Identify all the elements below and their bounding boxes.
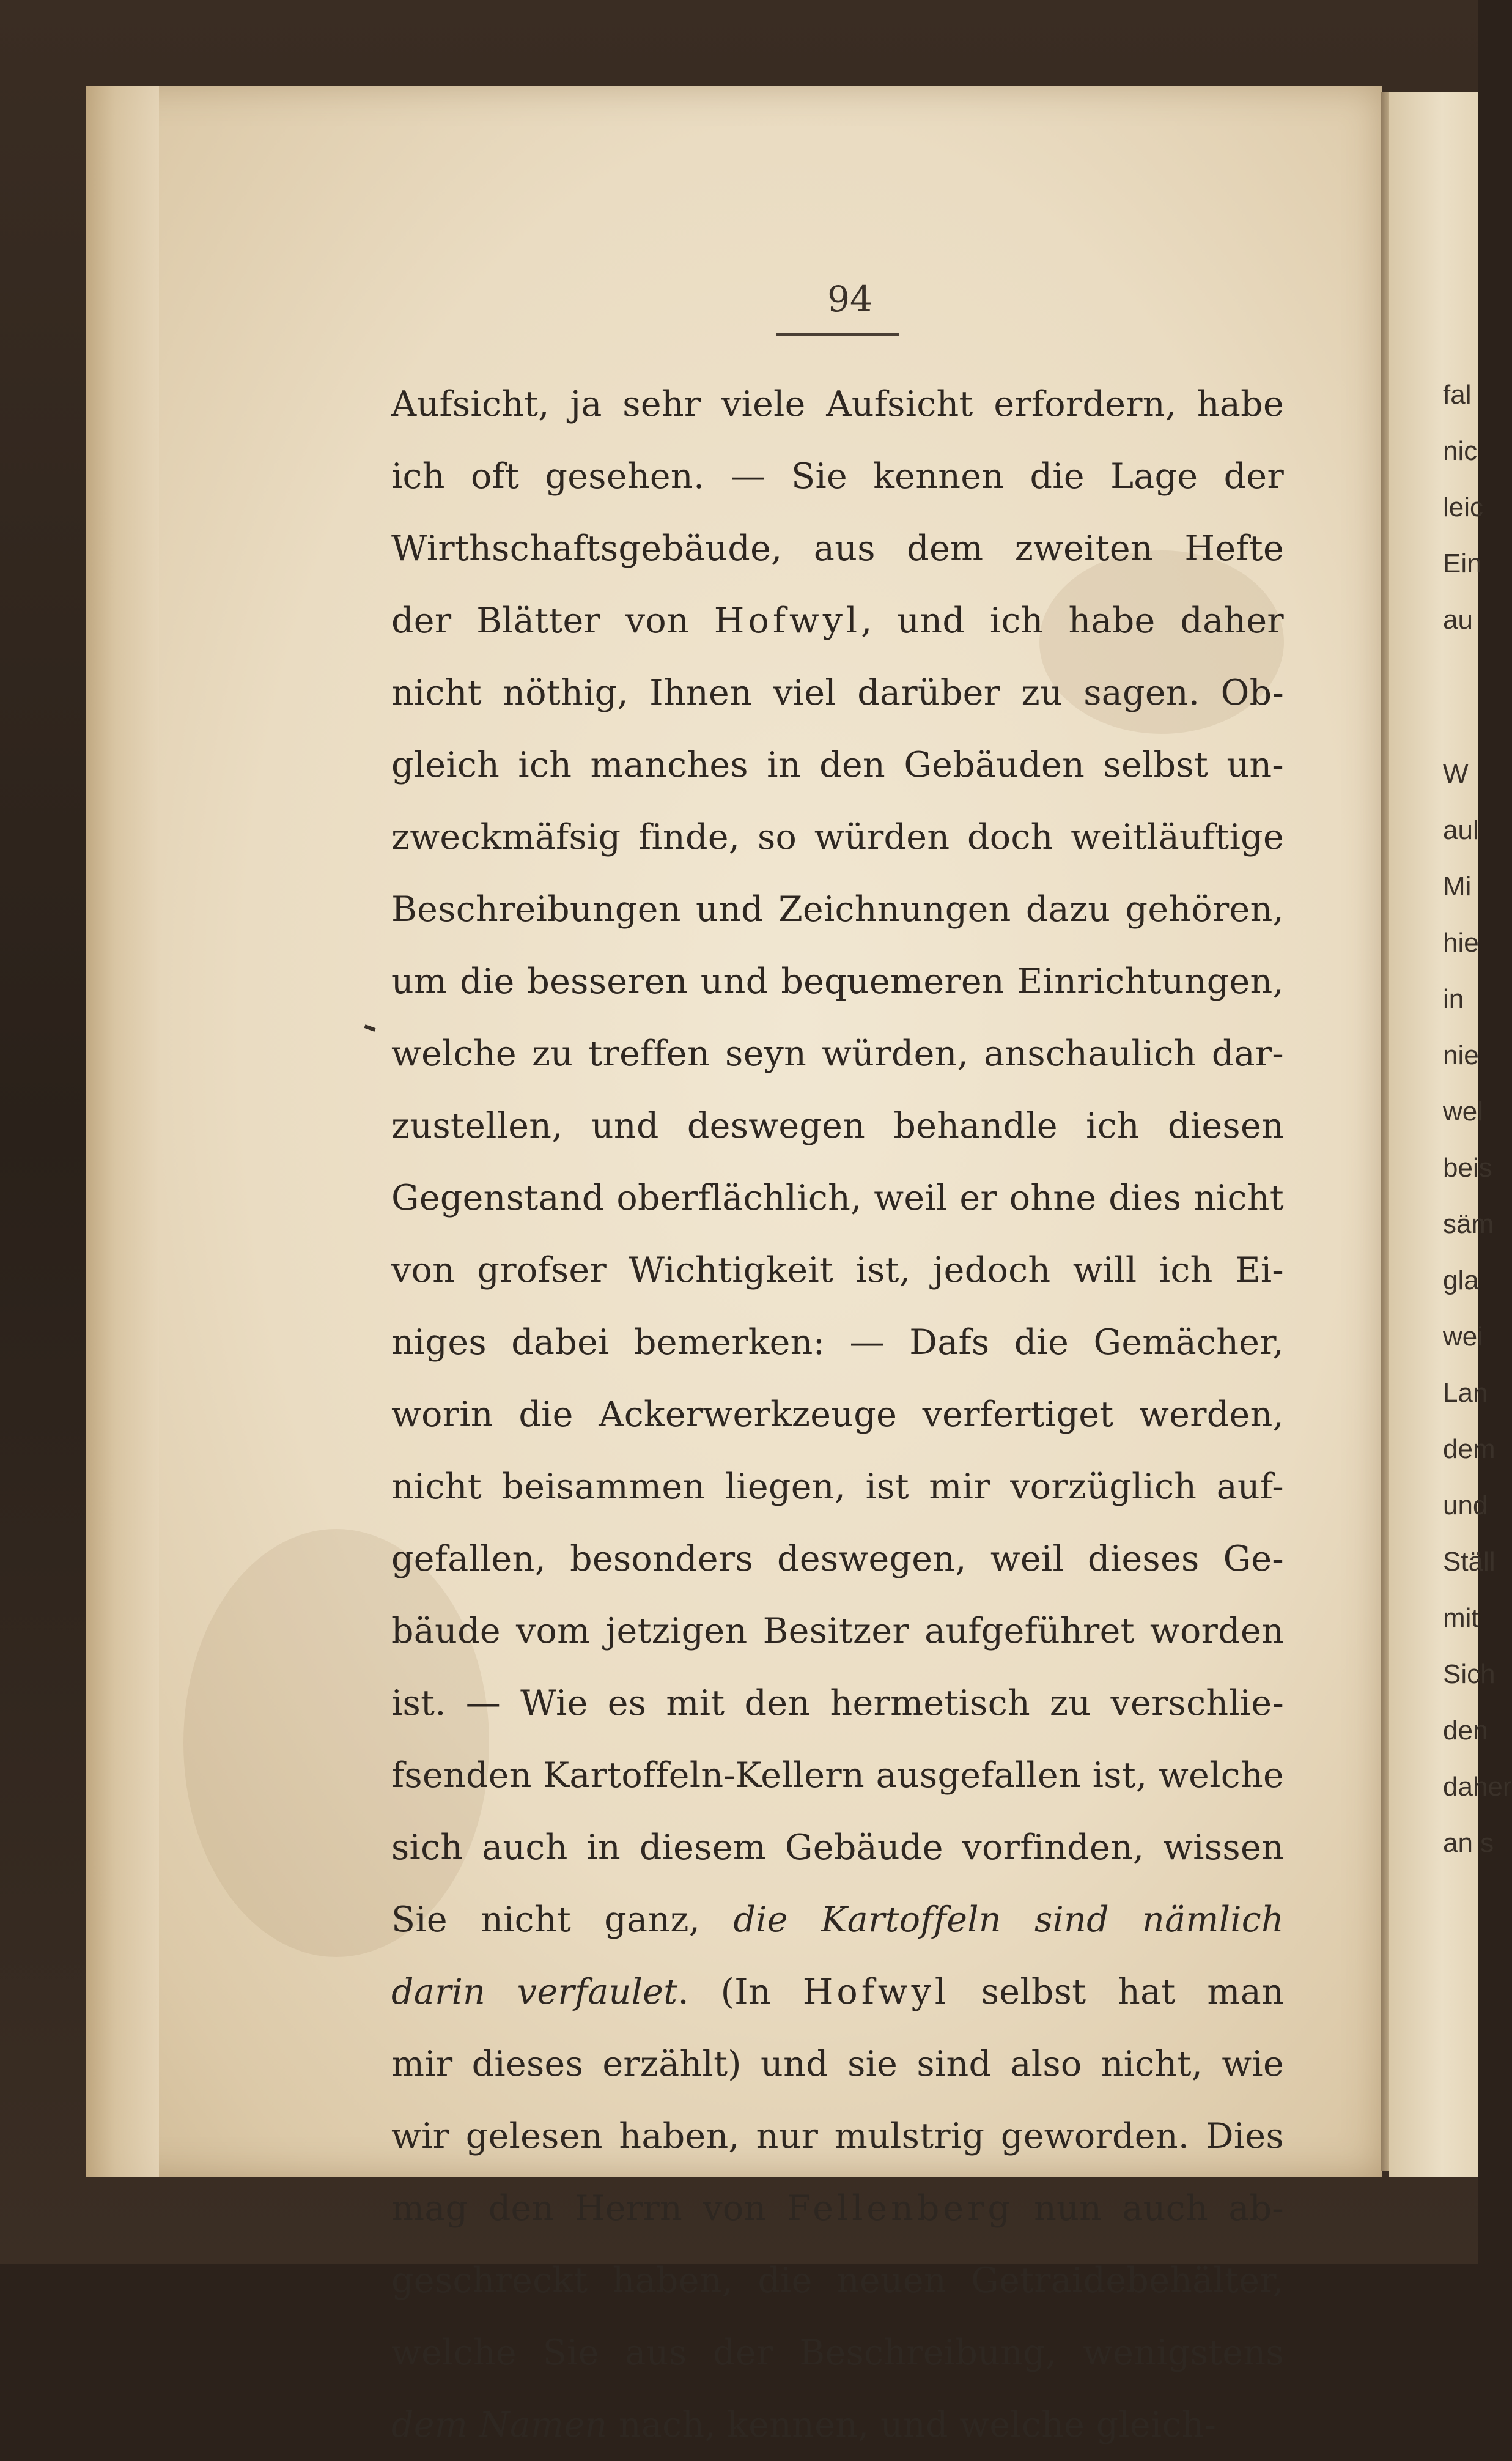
facing-page-word: an s xyxy=(1443,1828,1494,1858)
text-run: um die besseren und bequemeren Einrichtungen, xyxy=(391,961,1284,1002)
text-line xyxy=(391,2028,1284,2100)
text-line xyxy=(391,1234,1284,1306)
facing-page-word: Mi xyxy=(1443,872,1472,901)
text-line xyxy=(391,1956,1284,2028)
italic-phrase: darin verfaulet xyxy=(391,1972,678,2012)
body-text xyxy=(391,368,1284,2461)
facing-page-gap xyxy=(1443,648,1478,746)
text-line xyxy=(391,2317,1284,2389)
text-line xyxy=(391,657,1284,729)
facing-page-word: fal xyxy=(1443,380,1472,410)
facing-page-word: W xyxy=(1443,759,1469,789)
facing-page-word: gla xyxy=(1443,1265,1479,1295)
text-run: Aufsicht, ja sehr viele Aufsicht erfordern, habe xyxy=(391,384,1284,424)
facing-page-word: wel xyxy=(1443,1097,1484,1127)
text-line xyxy=(391,2172,1284,2245)
text-run: von grofser Wichtigkeit ist, jedoch will ich Ei- xyxy=(391,1250,1284,1290)
text-run: gleich ich manches in den Gebäuden selbst un- xyxy=(391,745,1284,785)
facing-page-word: aul xyxy=(1443,815,1479,845)
facing-page-word: Ein xyxy=(1443,549,1482,579)
text-line xyxy=(391,1523,1284,1595)
page-number-rule xyxy=(776,333,899,336)
facing-page-word: nic xyxy=(1443,436,1478,466)
text-line xyxy=(391,2245,1284,2317)
text-run: zustellen, und deswegen behandle ich diesen xyxy=(391,1106,1284,1146)
facing-page-word: mit xyxy=(1443,1603,1479,1633)
facing-page-word: nie xyxy=(1443,1040,1479,1070)
text-run: Sie nicht ganz, xyxy=(391,1900,734,1940)
facing-page-word: leic xyxy=(1443,492,1484,522)
text-run: selbst hat man xyxy=(950,1972,1285,2012)
text-line xyxy=(391,1306,1284,1379)
facing-page-word: au xyxy=(1443,605,1473,635)
text-run: welche Sie aus der Beschreibung, wenigstens xyxy=(391,2333,1284,2373)
page-number: 94 xyxy=(827,278,872,320)
italic-phrase: dem Namen xyxy=(391,2405,608,2445)
text-line xyxy=(391,801,1284,873)
facing-page-word: in xyxy=(1443,984,1464,1014)
text-line xyxy=(391,440,1284,513)
facing-page-fragments xyxy=(1443,367,1512,1871)
text-run: mir dieses erzählt) und sie sind also nicht, wie xyxy=(391,2044,1284,2084)
text-run: . (In xyxy=(677,1972,803,2012)
text-line xyxy=(391,585,1284,657)
facing-page-word: hie xyxy=(1443,928,1479,958)
text-line xyxy=(391,1812,1284,1884)
text-line xyxy=(391,368,1284,440)
facing-page-word: säm xyxy=(1443,1209,1494,1239)
text-line xyxy=(391,513,1284,585)
italic-phrase: die Kartoffeln sind nämlich xyxy=(733,1900,1284,1940)
text-run: bäude vom jetzigen Besitzer aufgeführet worden xyxy=(391,1611,1284,1651)
text-run: niges dabei bemerken: — Dafs die Gemächer, xyxy=(391,1322,1284,1363)
text-line xyxy=(391,1451,1284,1523)
text-run: fsenden Kartoffeln-Kellern ausgefallen ist, welche xyxy=(391,1755,1284,1796)
text-run: nun auch ab- xyxy=(1013,2188,1284,2229)
text-run: , und ich habe daher xyxy=(861,601,1284,641)
text-run: nach, kennen, und welche gleich- xyxy=(607,2405,1217,2445)
text-line xyxy=(391,1739,1284,1812)
text-run: Gegenstand oberflächlich, weil er ohne dies nicht xyxy=(391,1178,1284,1218)
facing-page-word: und xyxy=(1443,1490,1488,1520)
text-line xyxy=(391,1379,1284,1451)
text-line xyxy=(391,2100,1284,2172)
text-run: gefallen, besonders deswegen, weil dieses Ge- xyxy=(391,1539,1284,1579)
facing-page-word: dem xyxy=(1443,1434,1495,1464)
text-line xyxy=(391,1667,1284,1739)
facing-page-word: beis xyxy=(1443,1153,1492,1183)
text-run: mag den Herrn von xyxy=(391,2188,787,2229)
text-run: nicht nöthig, Ihnen viel darüber zu sagen. Ob- xyxy=(391,673,1284,713)
text-run: Wirthschaftsgebäude, aus dem zweiten Hefte xyxy=(391,528,1284,569)
text-line xyxy=(391,1162,1284,1234)
spaced-name: Hofwyl xyxy=(802,1972,950,2012)
text-run: zweckmäfsig finde, so würden doch weitläuftige xyxy=(391,817,1284,857)
text-line xyxy=(391,2389,1284,2461)
text-run: worin die Ackerwerkzeuge verfertiget werden, xyxy=(391,1394,1284,1435)
text-run: Beschreibungen und Zeichnungen dazu gehören, xyxy=(391,889,1284,930)
text-run: geschreckt haben, die neuen Getraidebehälter, xyxy=(391,2260,1284,2301)
facing-page-word: Sich xyxy=(1443,1659,1495,1689)
text-run: welche zu treffen seyn würden, anschaulich dar- xyxy=(391,1034,1284,1074)
facing-page-word: wei xyxy=(1443,1322,1484,1352)
text-line xyxy=(391,1018,1284,1090)
text-run: der Blätter von xyxy=(391,601,714,641)
text-line xyxy=(391,1884,1284,1956)
text-run: nicht beisammen liegen, ist mir vorzüglich auf- xyxy=(391,1467,1284,1507)
facing-page-word: Lan xyxy=(1443,1378,1488,1408)
text-run: sich auch in diesem Gebäude vorfinden, wissen xyxy=(391,1827,1284,1868)
facing-page-word: daher xyxy=(1443,1772,1512,1802)
text-run: ich oft gesehen. — Sie kennen die Lage der xyxy=(391,456,1284,497)
spaced-name: Hofwyl xyxy=(714,601,861,641)
text-line xyxy=(391,873,1284,946)
text-line xyxy=(391,946,1284,1018)
text-line xyxy=(391,1090,1284,1162)
text-line xyxy=(391,1595,1284,1667)
facing-page-word: den xyxy=(1443,1715,1488,1745)
text-run: ist. — Wie es mit den hermetisch zu verschlie- xyxy=(391,1683,1284,1723)
spaced-name: Fellenberg xyxy=(786,2188,1014,2229)
book-gutter xyxy=(1381,92,1389,2171)
text-run: wir gelesen haben, nur mulstrig geworden. Dies xyxy=(391,2116,1284,2156)
text-line xyxy=(391,729,1284,801)
page-deckled-edge xyxy=(86,86,159,2177)
facing-page-word: Ställ xyxy=(1443,1547,1495,1577)
